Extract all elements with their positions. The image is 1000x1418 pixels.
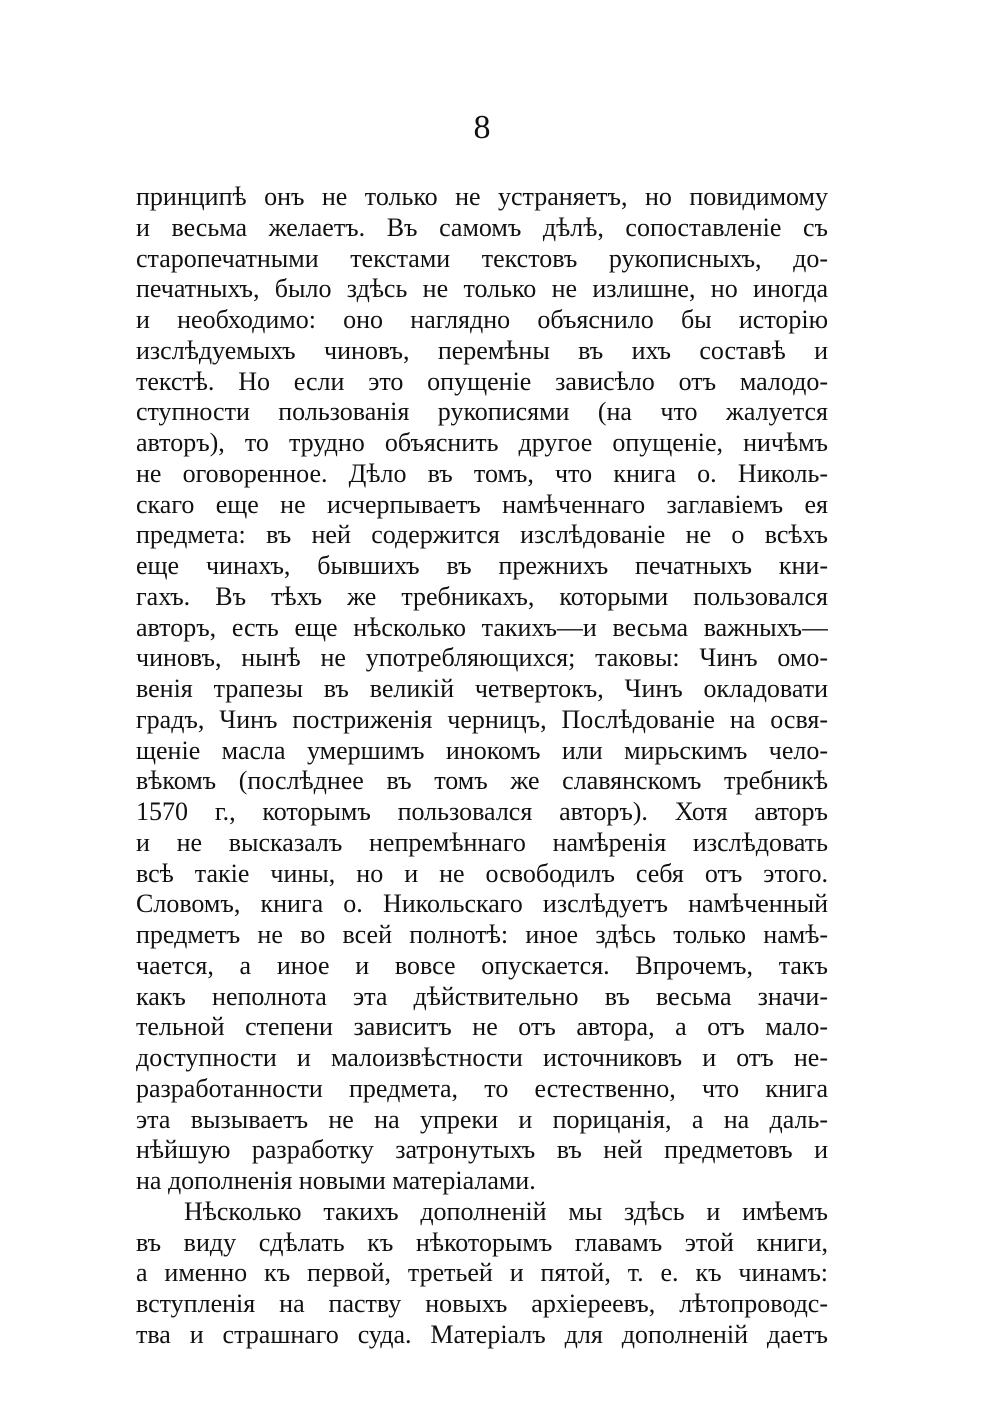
body-text — [136, 182, 828, 1351]
text-line: тельной степени зависитъ не отъ автора, а отъ мало- — [136, 1012, 828, 1042]
text-line: Нѣсколько такихъ дополненій мы здѣсь и имѣемъ — [184, 1196, 828, 1226]
text-line: еще чинахъ, бывшихъ въ прежнихъ печатныхъ кни- — [136, 551, 828, 580]
text-line: въ виду сдѣлать къ нѣкоторымъ главамъ этой книги, — [136, 1227, 828, 1257]
text-line: тва и страшнаго суда. Матеріалъ для дополненій даетъ — [136, 1319, 828, 1349]
text-line: изслѣдуемыхъ чиновъ, перемѣны въ ихъ составѣ и — [136, 335, 828, 365]
text-line: эта вызываетъ не на упреки и порицанія, а на даль- — [136, 1104, 828, 1134]
paragraph-1 — [136, 182, 828, 1197]
text-line: и не высказалъ непремѣннаго намѣренія изслѣдовать — [136, 827, 828, 857]
text-line: старопечатными текстами текстовъ рукописныхъ, до- — [136, 243, 828, 273]
text-line: 1570 г., которымъ пользовался авторъ). Хотя авторъ — [136, 797, 828, 826]
text-line: ступности пользованія рукописями (на что жалуется — [136, 397, 828, 427]
text-line: гахъ. Въ тѣхъ же требникахъ, которыми пользовался — [136, 581, 828, 611]
text-line: и необходимо: оно наглядно объяснило бы исторію — [136, 305, 828, 334]
text-line: авторъ), то трудно объяснить другое опущеніе, ничѣмъ — [136, 428, 828, 457]
text-line: не оговоренное. Дѣло въ томъ, что книга о. Николь- — [136, 458, 828, 488]
text-line: а именно къ первой, третьей и пятой, т. е. къ чинамъ: — [136, 1258, 828, 1288]
text-line: всѣ такіе чины, но и не освободилъ себя отъ этого. — [136, 858, 828, 888]
text-line: венія трапезы въ великій четвертокъ, Чинъ окладовати — [136, 674, 828, 703]
text-line: градъ, Чинъ постриженія черницъ, Послѣдованіе на освя- — [136, 704, 828, 734]
text-line: предмета: въ ней содержится изслѣдованіе не о всѣхъ — [136, 520, 828, 550]
text-line: вступленія на паству новыхъ архіереевъ, лѣтопроводс- — [136, 1289, 828, 1318]
text-line: авторъ, есть еще нѣсколько такихъ—и весьма важныхъ— — [136, 612, 828, 642]
text-line: на дополненія новыми матеріалами. — [136, 1166, 536, 1195]
paragraph-2 — [136, 1197, 828, 1351]
text-line: текстѣ. Но если это опущеніе зависѣло отъ малодо- — [136, 366, 828, 396]
text-line: скаго еще не исчерпываетъ намѣченнаго заглавіемъ ея — [136, 489, 828, 519]
text-line: принципѣ онъ не только не устраняетъ, но повидимому — [136, 182, 828, 211]
text-line: нѣйшую разработку затронутыхъ въ ней предметовъ и — [136, 1135, 828, 1165]
page-number: 8 — [473, 109, 491, 146]
text-line: и весьма желаетъ. Въ самомъ дѣлѣ, сопоставленіе съ — [136, 212, 828, 242]
text-line: щеніе масла умершимъ инокомъ или мирьскимъ чело- — [136, 735, 828, 765]
text-line: чается, а иное и вовсе опускается. Впрочемъ, такъ — [136, 950, 828, 980]
text-line: какъ неполнота эта дѣйствительно въ весьма значи- — [136, 981, 828, 1011]
text-line: вѣкомъ (послѣднее въ томъ же славянскомъ требникѣ — [136, 766, 828, 796]
text-line: доступности и малоизвѣстности источниковъ и отъ не- — [136, 1043, 828, 1072]
text-line: разработанности предмета, то естественно, что книга — [136, 1073, 828, 1103]
text-line: печатныхъ, было здѣсь не только не излишне, но иногда — [136, 274, 828, 304]
text-line: предметъ не во всей полнотѣ: иное здѣсь только намѣ- — [136, 920, 828, 949]
text-line: Словомъ, книга о. Никольскаго изслѣдуетъ намѣченный — [136, 889, 828, 919]
text-line: чиновъ, нынѣ не употребляющихся; таковы: Чинъ омо- — [136, 643, 828, 673]
